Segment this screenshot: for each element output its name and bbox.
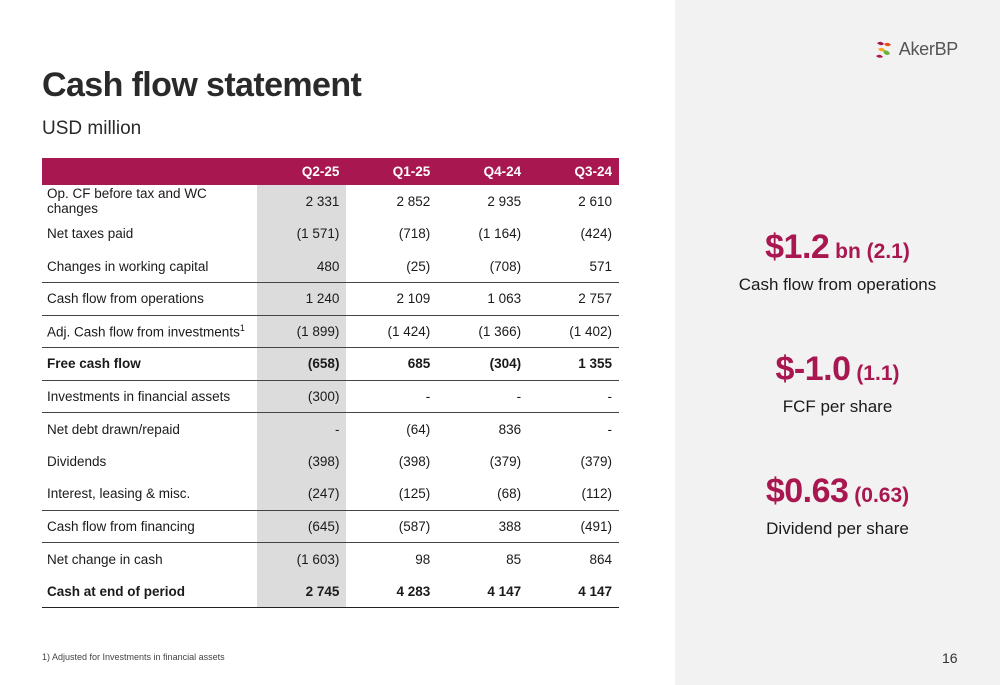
column-header: Q4-24 [437, 158, 528, 185]
cell-value: (1 603) [257, 543, 347, 576]
cell-value: (112) [528, 478, 619, 511]
footnote-marker: 1 [239, 323, 245, 333]
cell-value: (1 571) [257, 218, 347, 251]
kpi-big: $-1.0 [775, 350, 851, 388]
row-label: Cash at end of period [42, 575, 257, 608]
table-row [42, 315, 619, 348]
right-panel [675, 0, 1000, 685]
row-label: Interest, leasing & misc. [42, 478, 257, 511]
cell-value: (125) [346, 478, 437, 511]
row-label: Investments in financial assets [42, 380, 257, 413]
cell-value: (304) [437, 348, 528, 381]
cell-value: (491) [528, 510, 619, 543]
table-row [42, 348, 619, 381]
cell-value: (424) [580, 226, 612, 242]
cell-value: 98 [415, 551, 431, 567]
logo-text: AkerBP [898, 38, 958, 59]
cell-value: (247) [257, 478, 347, 511]
kpi-big: $1.2 [765, 228, 830, 266]
kpi-big: $0.63 [765, 472, 849, 510]
row-label: Net debt drawn/repaid [47, 421, 180, 437]
row-label: Free cash flow [42, 348, 257, 381]
table-header-row [42, 158, 619, 185]
table-row [42, 250, 619, 283]
page-title: Cash flow statement [42, 66, 362, 104]
row-label: Cash flow from financing [42, 510, 257, 543]
cell-value: 4 147 [528, 575, 619, 608]
cell-value: (1 164) [478, 226, 522, 242]
kpi-small: bn (2.1) [829, 240, 910, 263]
cell-value: 2 109 [346, 283, 437, 316]
cell-value: (658) [257, 348, 347, 381]
table-row [42, 185, 619, 218]
akerbp-logo [873, 38, 958, 60]
cell-value: 2 757 [528, 283, 619, 316]
kpi-small: (1.1) [850, 362, 900, 385]
table-row [42, 380, 619, 413]
akerbp-logo-icon [873, 38, 895, 60]
table-row [42, 283, 619, 316]
page-number: 16 [942, 650, 958, 666]
table-row [42, 478, 619, 511]
table-row [42, 413, 619, 446]
cell-value: 2 331 [257, 185, 347, 218]
cell-value: (398) [257, 445, 347, 478]
column-header: Q2-25 [257, 158, 347, 185]
kpi-caption: FCF per share [782, 397, 893, 416]
cell-value: (68) [437, 478, 528, 511]
cell-value: (587) [346, 510, 437, 543]
kpi-value [675, 228, 1000, 267]
cell-value: 480 [257, 250, 347, 283]
cell-value: 836 [498, 421, 522, 437]
cell-value: (1 899) [257, 315, 347, 348]
kpi-small: (0.63) [848, 484, 910, 507]
cell-value: (645) [257, 510, 347, 543]
cell-value: 1 063 [437, 283, 528, 316]
cell-value: 2 935 [487, 193, 522, 209]
row-label: Dividends [47, 453, 107, 469]
cell-value: - [528, 380, 619, 413]
cell-value: 864 [589, 551, 612, 567]
kpi-cash-flow-operations [675, 228, 1000, 295]
cell-value: (25) [346, 250, 437, 283]
cell-value: (379) [580, 453, 612, 469]
table-row [42, 218, 619, 251]
column-header [42, 158, 257, 185]
cell-value: (708) [437, 250, 528, 283]
kpi-value [675, 350, 1000, 389]
row-label: Op. CF before tax and WC changes [47, 186, 207, 217]
row-label: Net taxes paid [47, 226, 134, 242]
kpi-caption: Cash flow from operations [738, 275, 937, 294]
cell-value: - [346, 380, 437, 413]
cell-value: 1 355 [528, 348, 619, 381]
kpi-dividend-per-share [675, 472, 1000, 539]
cell-value: (1 424) [346, 315, 437, 348]
table-row [42, 575, 619, 608]
cell-value: (1 366) [437, 315, 528, 348]
cell-value: (718) [398, 226, 431, 242]
table-row [42, 543, 619, 576]
column-header: Q3-24 [528, 158, 619, 185]
cash-flow-table [42, 158, 619, 608]
row-label: Changes in working capital [42, 250, 257, 283]
kpi-caption: Dividend per share [766, 519, 909, 538]
table-row [42, 510, 619, 543]
cell-value: 1 240 [257, 283, 347, 316]
cell-value: 2 852 [396, 193, 431, 209]
cell-value: 2 610 [578, 193, 612, 209]
page-subtitle: USD million [42, 118, 142, 139]
cell-value: (398) [398, 453, 431, 469]
row-label: Net change in cash [47, 551, 163, 567]
footnote: 1) Adjusted for Investments in financial assets [42, 652, 225, 662]
kpi-value [675, 472, 1000, 511]
row-label-text: Adj. Cash flow from investments [47, 324, 240, 340]
cell-value: (64) [406, 421, 431, 437]
row-label: Cash flow from operations [42, 283, 257, 316]
cell-value: 4 147 [437, 575, 528, 608]
table-row [42, 445, 619, 478]
cell-value: (1 402) [528, 315, 619, 348]
cell-value: 388 [437, 510, 528, 543]
cell-value: - [257, 413, 347, 446]
cell-value: 85 [506, 551, 522, 567]
cell-value: 685 [346, 348, 437, 381]
cell-value: 2 745 [257, 575, 347, 608]
cell-value: (379) [489, 453, 522, 469]
cell-value: (300) [257, 380, 347, 413]
cell-value: 571 [528, 250, 619, 283]
row-label [42, 315, 257, 348]
cell-value: 4 283 [346, 575, 437, 608]
kpi-fcf-per-share [675, 350, 1000, 417]
column-header: Q1-25 [346, 158, 437, 185]
cell-value: - [607, 421, 612, 437]
cell-value: - [437, 380, 528, 413]
